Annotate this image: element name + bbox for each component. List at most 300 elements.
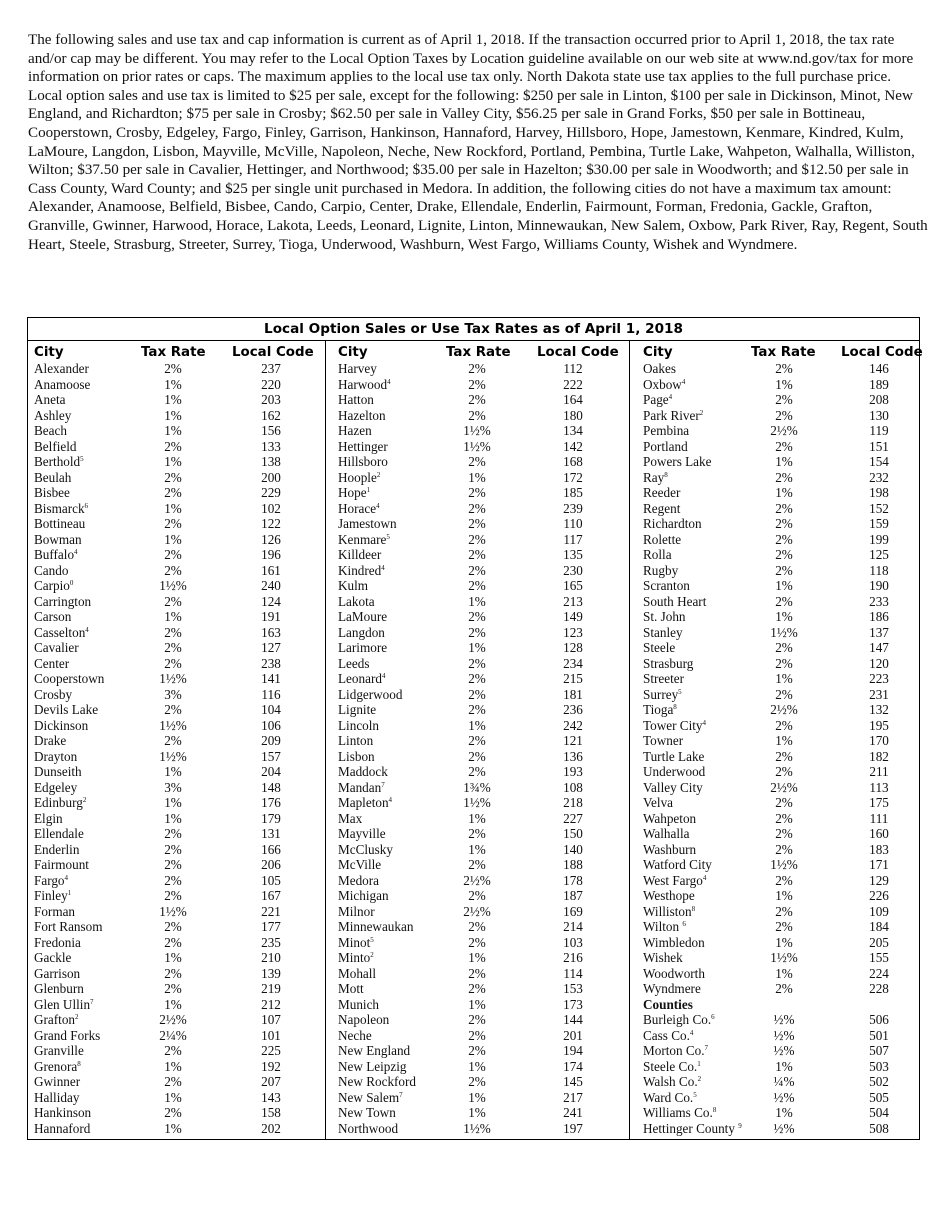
local-code: 504	[869, 1105, 889, 1120]
tax-rate: 2%	[468, 361, 486, 376]
local-code: 133	[261, 438, 281, 454]
tax-rate: 2½%	[159, 1012, 187, 1027]
city-name	[338, 1121, 398, 1137]
city-label: Williams Co.	[643, 1105, 713, 1120]
tax-rate: 1%	[164, 407, 182, 423]
local-code: 220	[261, 376, 281, 392]
footnote-marker: 1	[67, 889, 72, 897]
local-code: 503	[869, 1058, 889, 1074]
table-row	[630, 532, 921, 548]
table-row	[630, 1012, 921, 1028]
local-code: 186	[869, 609, 889, 624]
city-name	[643, 1028, 693, 1044]
local-code: 118	[869, 562, 889, 578]
table-row	[326, 857, 629, 873]
local-code: 228	[869, 981, 889, 996]
local-code: 140	[563, 841, 583, 857]
tax-rate: 1½%	[159, 748, 187, 764]
local-code: 150	[563, 826, 583, 841]
tax-rate: 1%	[164, 454, 182, 469]
city-label: Stanley	[643, 624, 683, 640]
table-row	[630, 640, 921, 656]
local-code: 201	[563, 1027, 583, 1043]
tax-rate: 2%	[164, 826, 182, 841]
tax-rate: 2%	[468, 454, 486, 469]
table-row	[326, 392, 629, 408]
city-name	[338, 811, 362, 827]
local-code: 226	[869, 888, 889, 903]
local-code: 242	[563, 717, 583, 733]
tax-rate: 1%	[468, 841, 486, 857]
table-row	[326, 671, 629, 687]
local-code: 104	[261, 702, 281, 717]
tax-rate: 2%	[164, 857, 182, 872]
table-row	[630, 594, 921, 610]
footnote-marker: 8	[712, 1106, 717, 1114]
city-name	[34, 408, 71, 424]
footnote-marker: 4	[376, 501, 380, 510]
tax-rate: 1%	[775, 888, 793, 903]
table-row	[326, 361, 629, 377]
city-name	[643, 485, 680, 501]
local-code: 182	[869, 748, 889, 764]
tax-rate: 1%	[775, 485, 793, 500]
table-row	[630, 377, 921, 393]
local-code: 149	[563, 609, 583, 624]
city-name	[338, 625, 385, 641]
city-name	[643, 609, 686, 625]
city-name	[338, 563, 385, 579]
local-code: 184	[869, 919, 889, 934]
table-row	[630, 361, 921, 377]
local-code: 176	[261, 795, 281, 810]
city-name	[643, 563, 678, 579]
local-code: 190	[869, 578, 889, 593]
city-label: Drake	[34, 733, 67, 748]
local-code: 223	[869, 671, 889, 686]
city-label: Kenmare	[338, 531, 387, 547]
table-row	[28, 454, 325, 470]
tax-rate: 2%	[775, 640, 793, 655]
tax-rate: 2%	[468, 888, 486, 903]
table-row	[28, 795, 325, 811]
footnote-marker: 7	[381, 780, 385, 789]
city-name	[643, 702, 677, 718]
table-row	[326, 687, 629, 703]
local-code: 188	[563, 857, 583, 872]
city-label: Garrison	[34, 965, 81, 981]
table-row	[630, 857, 921, 873]
city-name	[338, 516, 397, 532]
table-row	[28, 811, 325, 827]
city-name	[338, 392, 374, 408]
city-label: Rolla	[643, 547, 672, 562]
local-code: 214	[563, 919, 583, 934]
table-row	[630, 764, 921, 780]
tax-rate: 1%	[468, 717, 486, 733]
tax-rate: 1½%	[159, 717, 187, 733]
city-label: Pembina	[643, 423, 690, 438]
local-code: 237	[261, 361, 281, 376]
local-code: 507	[869, 1043, 889, 1058]
tax-rate: 1%	[468, 950, 486, 965]
city-label: Michigan	[338, 888, 389, 903]
table-row	[326, 966, 629, 982]
header-tax-rate: Tax Rate	[446, 345, 511, 360]
city-label: Grafton	[34, 1012, 76, 1027]
table-row	[28, 1090, 325, 1106]
tax-rate: 2%	[164, 593, 182, 609]
city-label: Beach	[34, 423, 67, 438]
city-name	[643, 361, 676, 377]
local-code: 122	[261, 516, 281, 531]
city-label: Langdon	[338, 624, 385, 640]
local-code: 164	[563, 392, 583, 407]
city-label: Leonard	[338, 671, 382, 686]
local-code: 502	[869, 1074, 889, 1089]
tax-rate: 3%	[164, 779, 182, 795]
city-label: New England	[338, 1043, 411, 1058]
city-name	[34, 749, 77, 765]
local-code: 120	[869, 655, 889, 671]
table-row	[630, 392, 921, 408]
city-name	[34, 935, 81, 951]
footnote-marker: 1	[697, 1059, 701, 1068]
table-row	[326, 873, 629, 889]
table-row	[326, 950, 629, 966]
table-row	[28, 997, 325, 1013]
city-name	[34, 718, 88, 734]
table-row	[326, 408, 629, 424]
local-code: 169	[563, 903, 583, 919]
city-label: Powers Lake	[643, 454, 712, 469]
footnote-marker: 4	[74, 548, 78, 556]
table-row	[630, 408, 921, 424]
table-row	[326, 377, 629, 393]
city-label: Oakes	[643, 361, 676, 376]
tax-rate: ½%	[773, 1027, 795, 1043]
city-name	[34, 780, 77, 796]
local-code: 196	[261, 547, 281, 562]
local-code: 137	[869, 624, 889, 640]
city-label: Harvey	[338, 361, 377, 376]
tax-rate: 2%	[164, 702, 182, 717]
city-label: Harwood	[338, 376, 388, 392]
city-name	[34, 919, 103, 935]
city-label: Leeds	[338, 655, 370, 671]
tax-rate: 2%	[164, 872, 182, 888]
table-column-3	[630, 341, 921, 1139]
tax-rate: ½%	[773, 1089, 795, 1105]
tax-rate: 1%	[468, 1105, 486, 1120]
city-name	[338, 501, 380, 517]
table-column-1	[28, 341, 326, 1139]
tax-rate: 2%	[164, 624, 182, 640]
tax-rate: 1½%	[770, 857, 798, 872]
city-label: Wahpeton	[643, 810, 697, 826]
table-row	[326, 811, 629, 827]
local-code: 134	[563, 423, 583, 438]
city-label: McVille	[338, 857, 382, 872]
city-label: Wyndmere	[643, 981, 701, 996]
table-row	[630, 1059, 921, 1075]
city-name	[338, 377, 391, 393]
city-label: Grand Forks	[34, 1027, 101, 1043]
table-row	[630, 563, 921, 579]
city-name	[34, 377, 90, 393]
city-label: Hazelton	[338, 407, 386, 423]
city-label: Woodworth	[643, 965, 705, 981]
local-code: 239	[563, 500, 583, 516]
tax-rate: 1%	[775, 454, 793, 469]
table-row	[630, 888, 921, 904]
city-name	[34, 547, 78, 563]
city-label: Oxbow	[643, 376, 682, 392]
city-label: Surrey	[643, 686, 679, 702]
city-name	[34, 609, 71, 625]
table-row	[326, 563, 629, 579]
city-label: Regent	[643, 500, 681, 516]
city-name	[34, 795, 86, 811]
local-code: 123	[563, 624, 583, 640]
tax-rate: 2%	[164, 655, 182, 671]
table-row	[28, 516, 325, 532]
table-row	[28, 578, 325, 594]
local-code: 192	[261, 1058, 281, 1074]
table-row	[630, 919, 921, 935]
city-name	[643, 966, 705, 982]
table-row	[630, 609, 921, 625]
city-name	[643, 1105, 716, 1121]
local-code: 160	[869, 826, 889, 841]
table-row	[326, 470, 629, 486]
local-code: 101	[261, 1027, 281, 1043]
local-code: 202	[261, 1120, 281, 1136]
local-code: 168	[563, 454, 583, 469]
tax-rate: 2%	[468, 1012, 486, 1027]
city-name	[338, 1074, 416, 1090]
tax-rate: 2%	[164, 361, 182, 376]
local-code: 197	[563, 1120, 583, 1136]
local-code: 227	[563, 810, 583, 826]
tax-rate: 1½%	[463, 423, 491, 438]
table-row	[630, 904, 921, 920]
tax-rate: 2%	[775, 795, 793, 810]
tax-rate: 1%	[164, 609, 182, 624]
local-code: 119	[869, 423, 889, 438]
city-name	[338, 997, 379, 1013]
city-name	[338, 594, 375, 610]
city-label: Bisbee	[34, 485, 70, 500]
local-code: 218	[563, 795, 583, 810]
local-code: 162	[261, 407, 281, 423]
city-label: Reeder	[643, 485, 681, 500]
tax-rate: 2½%	[770, 423, 798, 438]
city-label: St. John	[643, 609, 686, 624]
table-row	[326, 594, 629, 610]
city-label: Williston	[643, 903, 692, 919]
local-code: 161	[261, 562, 281, 578]
table-row	[630, 1105, 921, 1121]
local-code: 158	[261, 1105, 281, 1120]
city-name	[643, 718, 706, 734]
city-name	[643, 671, 684, 687]
table-row	[28, 485, 325, 501]
local-code: 136	[563, 748, 583, 764]
tax-rate: 1%	[164, 996, 182, 1012]
footnote-marker: 4	[85, 625, 89, 634]
city-label: Center	[34, 655, 70, 671]
local-code: 213	[563, 593, 583, 609]
tax-rate: 1%	[164, 795, 182, 810]
city-label: Forman	[34, 903, 76, 919]
city-name	[34, 873, 68, 889]
local-code: 112	[563, 361, 583, 376]
table-row	[326, 516, 629, 532]
tax-rate: 2%	[468, 485, 486, 500]
local-code: 178	[563, 872, 583, 888]
local-code: 171	[869, 857, 889, 872]
tax-rate: 1%	[468, 640, 486, 655]
city-label: Mohall	[338, 965, 377, 981]
city-name	[643, 780, 703, 796]
tax-rate: 1%	[164, 1120, 182, 1136]
city-name	[338, 609, 387, 625]
tax-rate: 1%	[164, 810, 182, 826]
city-name	[338, 454, 388, 470]
local-code: 125	[869, 547, 889, 562]
footnote-marker: 7	[90, 997, 94, 1006]
local-code: 127	[261, 640, 281, 655]
city-name	[338, 749, 375, 765]
tax-rate: 1%	[775, 1105, 793, 1120]
footnote-marker: 2	[370, 951, 374, 959]
local-code: 108	[563, 779, 583, 795]
city-label: Mapleton	[338, 795, 389, 810]
table-row	[326, 454, 629, 470]
local-code: 147	[869, 640, 889, 655]
tax-rate: 2%	[164, 733, 182, 748]
footnote-marker: 4	[681, 377, 686, 386]
local-code: 156	[261, 423, 281, 438]
tax-rate: 1¾%	[463, 779, 491, 795]
city-label: Wishek	[643, 950, 683, 965]
local-code: 124	[261, 593, 281, 609]
city-label: Edgeley	[34, 779, 78, 795]
table-row	[28, 966, 325, 982]
city-name	[338, 842, 393, 858]
local-code: 199	[869, 531, 889, 547]
table-row	[28, 1105, 325, 1121]
city-name	[643, 764, 705, 780]
footnote-marker: 4	[381, 672, 386, 680]
city-name	[338, 857, 381, 873]
local-code: 181	[563, 686, 583, 702]
city-label: Glenburn	[34, 981, 84, 996]
table-row	[630, 1028, 921, 1044]
local-code: 179	[261, 810, 281, 826]
city-name	[338, 1090, 403, 1106]
city-name	[34, 904, 75, 920]
city-label: Gackle	[34, 950, 72, 965]
header-city: City	[34, 345, 64, 360]
city-name	[338, 470, 380, 486]
city-label: Wimbledon	[643, 934, 705, 950]
city-name	[338, 733, 373, 749]
city-label: Dunseith	[34, 764, 82, 779]
city-name	[34, 1121, 90, 1137]
local-code: 219	[261, 981, 281, 996]
footnote-marker: 8	[77, 1059, 81, 1068]
tax-rate: 1½%	[770, 624, 798, 640]
local-code: 232	[869, 469, 889, 485]
table-row	[28, 1043, 325, 1059]
city-name	[338, 408, 386, 424]
city-label: Granville	[34, 1043, 84, 1058]
table-row	[28, 408, 325, 424]
city-label: West Fargo	[643, 872, 703, 888]
city-label: Carson	[34, 609, 72, 624]
tax-rate: 2%	[468, 655, 486, 671]
city-label: Carrington	[34, 593, 92, 609]
table-row	[326, 888, 629, 904]
table-row	[326, 1043, 629, 1059]
tax-rate: 2%	[775, 919, 793, 934]
footnote-marker: 2	[82, 796, 87, 804]
tax-rate: 2%	[468, 407, 486, 423]
city-name	[643, 516, 702, 532]
table-row	[326, 764, 629, 780]
city-label: Lidgerwood	[338, 686, 403, 702]
city-name	[34, 702, 98, 718]
footnote-marker: 8	[673, 703, 677, 711]
table-row	[630, 795, 921, 811]
city-label: Wilton	[643, 919, 683, 934]
tax-rate: 2%	[775, 407, 793, 423]
tax-rate: 2%	[164, 547, 182, 562]
table-row	[326, 1090, 629, 1106]
table-row	[28, 733, 325, 749]
local-code: 505	[869, 1089, 889, 1105]
city-name	[34, 1043, 84, 1059]
city-name	[338, 966, 376, 982]
table-row	[28, 671, 325, 687]
city-label: Carpio	[34, 578, 70, 593]
table-row	[28, 547, 325, 563]
city-name	[34, 423, 67, 439]
city-label: Buffalo	[34, 547, 75, 562]
city-label: Walsh Co.	[643, 1074, 698, 1089]
tax-rate: 2%	[775, 516, 793, 531]
tax-rate: 2%	[468, 624, 486, 640]
city-label: Alexander	[34, 361, 89, 376]
local-code: 209	[261, 733, 281, 748]
table-row	[28, 842, 325, 858]
tax-rate: 1½%	[159, 578, 187, 593]
tax-rate: 2%	[164, 965, 182, 981]
city-name	[34, 563, 68, 579]
table-row	[28, 904, 325, 920]
city-label: Medora	[338, 872, 380, 888]
city-name	[34, 516, 85, 532]
table-row	[630, 485, 921, 501]
local-code: 153	[563, 981, 583, 996]
local-code: 225	[261, 1043, 281, 1058]
tax-rate: 2%	[164, 934, 182, 950]
local-code: 191	[261, 609, 281, 624]
city-label: Drayton	[34, 748, 78, 764]
local-code: 130	[869, 407, 889, 423]
